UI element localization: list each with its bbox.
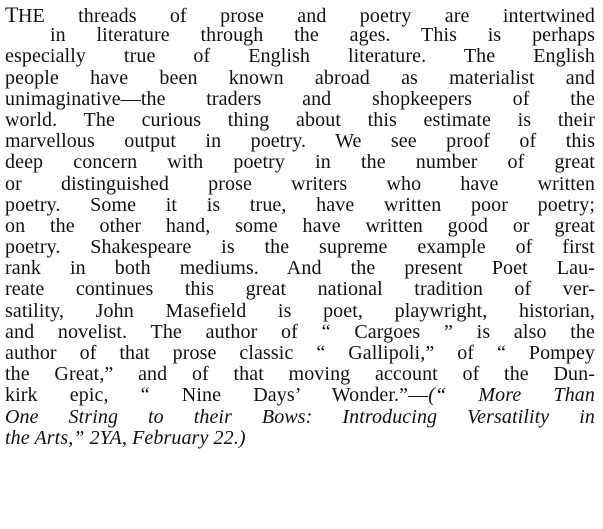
text-line-2: in literature through the ages. This is perhaps bbox=[50, 24, 595, 47]
text-line-18: the Great,” and of that moving account of the Dun- bbox=[5, 363, 595, 386]
text-line-6: world. The curious thing about this estimate is their bbox=[5, 108, 595, 131]
article-paragraph bbox=[5, 4, 595, 449]
text-line-12: poetry. Shakespeare is the supreme example of first bbox=[5, 236, 595, 259]
text-line-15: satility, John Masefield is poet, playwright, historian, bbox=[5, 299, 595, 322]
text-line-1: THE threads of prose and poetry are intertwined bbox=[5, 2, 596, 27]
text-line-5: unimaginative—the traders and shopkeepers of the bbox=[5, 87, 595, 110]
text-line-16: and novelist. The author of “ Cargoes ” is also the bbox=[5, 320, 596, 343]
citation-start: (“ More Than bbox=[428, 384, 595, 407]
text-line-14: reate continues this great national tradition of ver- bbox=[5, 278, 595, 301]
text-line-3: especially true of English literature. The English bbox=[5, 45, 596, 68]
text-line-10: poetry. Some it is true, have written poor poetry; bbox=[5, 193, 596, 216]
text-line-7: marvellous output in poetry. We see proof of this bbox=[5, 130, 595, 153]
citation-line-2: One String to their Bows: Introducing Versatility in bbox=[5, 405, 595, 428]
text-line-13: rank in both mediums. And the present Poet Lau- bbox=[5, 257, 595, 280]
text-line-17: author of that prose classic “ Gallipoli,” of “ Pompey bbox=[5, 342, 596, 364]
text-line-11: on the other hand, some have written good or great bbox=[5, 214, 595, 237]
citation-line-3: the Arts,” 2YA, February 22.) bbox=[5, 426, 246, 449]
drop-cap: T bbox=[5, 2, 18, 27]
text-line-8: deep concern with poetry in the number of great bbox=[5, 151, 595, 174]
text-line-19: kirk epic, “ Nine Days’ Wonder.”—(“ More Than bbox=[5, 384, 595, 407]
text-line-9: or distinguished prose writers who have written bbox=[5, 172, 595, 195]
text-line-4: people have been known abroad as materialist and bbox=[5, 66, 595, 89]
